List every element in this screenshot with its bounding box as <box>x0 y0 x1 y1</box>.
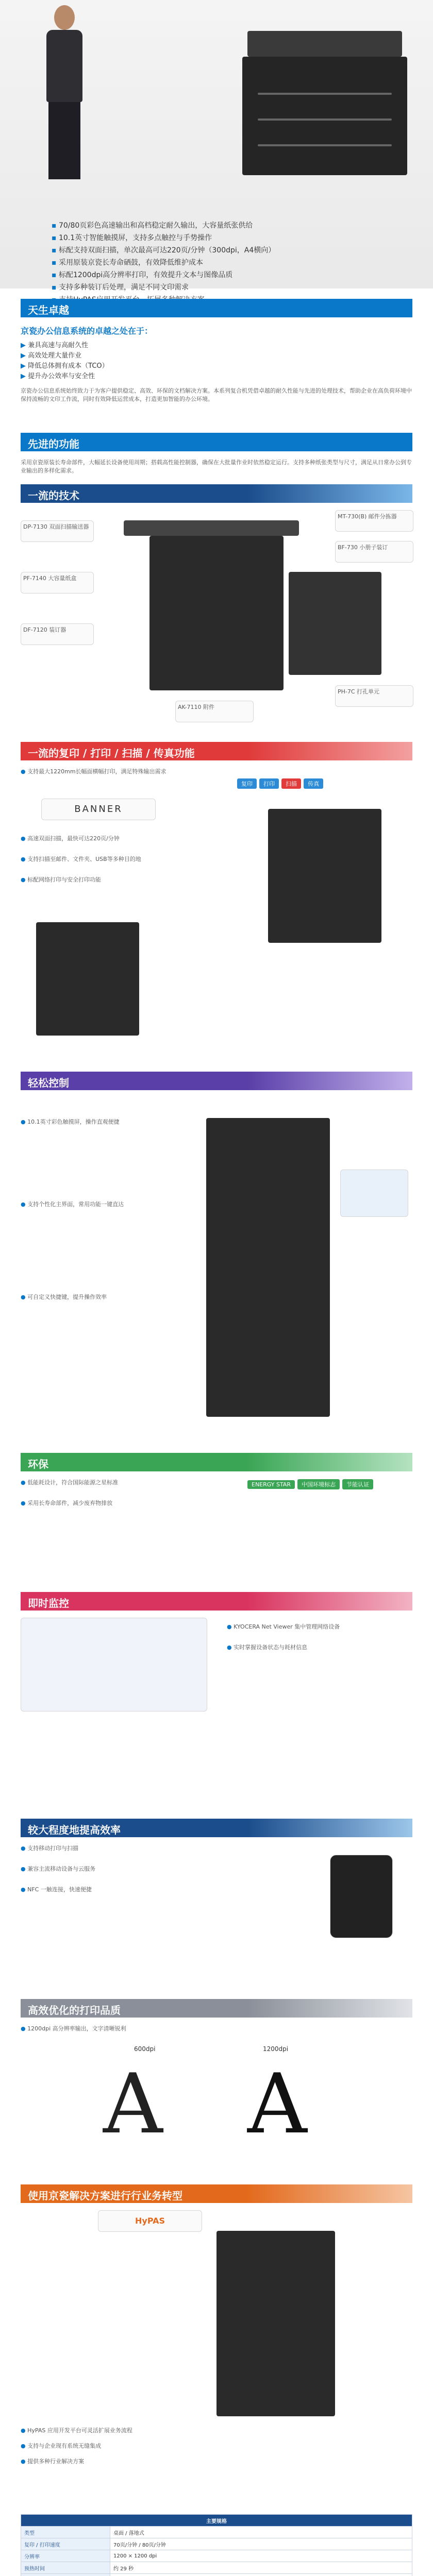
hypas-block: HyPAS ● HyPAS 应用开发平台可灵活扩展业务流程 ● 支持与企业现有系统无缝集成 ● 提供多种行业解决方案 <box>21 2210 412 2499</box>
monitor-block: ● KYOCERA Net Viewer 集中管理网络设备 ● 实时掌握设备状态与耗材信息 <box>21 1618 412 1803</box>
spec-key: 类型 <box>21 2527 110 2538</box>
spec-table-wrap <box>21 2514 412 2576</box>
quality-block: ● 1200dpi 高分辨率输出，文字清晰锐利 600dpi 1200dpi A A <box>21 2025 307 2152</box>
spec-value: 1200 × 1200 dpi <box>110 2550 412 2562</box>
intro-block: 京瓷办公信息系统的卓越之处在于： ▶ 兼具高速与高耐久性 ▶ 高效处理大量作业 ▶ 降低总体拥有成本（TCO） ▶ 提升办公效率与安全性 京瓷办公信息系统始终致力于为客户提供稳定、高效、环保的文档解决方案。本系列复合机凭借卓越的耐久性能与先进的处理技术，帮助企业在高负荷环境中保持流畅的文印工作流，同时有效降低运营成本，打造更加智能的办公环境。 <box>21 326 412 402</box>
mobile-block: ● 支持移动打印与扫描 ● 兼容主流移动设备与云服务 ● NFC 一触连接，快速便捷 <box>21 1844 412 1978</box>
spec-row <box>21 2550 412 2562</box>
func-block: ● 支持最大1220mm长幅面横幅打印，满足特殊输出需求 BANNER ● 高速双面扫描，最快可达220页/分钟 ● 支持扫描至邮件、文件夹、USB等多种目的地 ● 标配网络打印与安全打印功能 复印 打印 扫描 传真 <box>21 768 412 1056</box>
badge-china-env: 中国环境标志 <box>297 1479 340 1489</box>
spec-key <box>21 2574 110 2576</box>
chip-print: 打印 <box>259 778 279 789</box>
eco-title-bar: 环保 <box>21 1453 412 1471</box>
spec-table: 主要规格 类型 桌面 / 落地式 复印 / 打印速度 70页/分钟 / 80页/分钟 分辨率 1200 × 1200 dpi 预热时间 约 29 秒 <box>21 2514 412 2576</box>
hypas-title-bar: 使用京瓷解决方案进行行业务转型 <box>21 2184 412 2203</box>
hero-person-illustration <box>36 5 93 180</box>
tech-callout-2: PF-7140 大容量纸盒 <box>21 572 94 594</box>
spec-row <box>21 2527 412 2538</box>
hero-mfp-illustration <box>227 31 412 185</box>
monitor-title-bar: 即时监控 <box>21 1592 412 1611</box>
tech-callout-5: BF-730 小册子装订 <box>335 541 413 563</box>
control-block: ● 10.1英寸彩色触摸屏，操作直观便捷 ● 支持个性化主界面，常用功能一键直达 ● 可自定义快捷键，提升操作效率 <box>21 1097 412 1437</box>
chip-fax: 传真 <box>304 778 323 789</box>
spec-value <box>110 2574 412 2576</box>
spec-row <box>21 2562 412 2574</box>
spec-value: 约 29 秒 <box>110 2562 412 2574</box>
spec-key: 预热时间 <box>21 2562 110 2574</box>
tech-callout-4: MT-730(B) 邮件分拣器 <box>335 510 413 532</box>
tech-callout-1: DP-7130 双面扫描输送器 <box>21 520 94 542</box>
banner-sample: BANNER <box>41 799 156 820</box>
touchscreen-ui <box>340 1170 408 1217</box>
chip-copy: 复印 <box>237 778 257 789</box>
spec-key: 复印 / 打印速度 <box>21 2538 110 2550</box>
tech-title-bar: 一流的技术 <box>21 484 412 503</box>
tablet-illustration <box>330 1855 393 1938</box>
spec-key: 分辨率 <box>21 2550 110 2562</box>
control-title-bar: 轻松控制 <box>21 1072 412 1090</box>
sample-glyph-1200: A <box>247 2056 307 2152</box>
mobile-title-bar: 较大程度地提高效率 <box>21 1819 412 1837</box>
sample-glyph-600: A <box>103 2056 163 2152</box>
tech-callout-6: PH-7C 打孔单元 <box>335 685 413 707</box>
quality-title-bar: 高效优化的打印品质 <box>21 1999 412 2018</box>
netviewer-screenshot <box>21 1618 207 1711</box>
hero-feature-list: ▪ 70/80页彩色高速输出和高档稳定耐久输出，大容量纸张供给 ▪ 10.1英寸智能触摸屏，支持多点触控与手势操作 ▪ 标配支持双面扫描，单次最高可达220页/分钟（300dpi，A4横向） ▪ 采用原装京瓷长寿命硒鼓，有效降低维护成本 ▪ 标配1200dpi高分辨率打印，有效提升文本与图像品质 ▪ 支持多种装订后处理，满足不同文印需求 ▪ <box>31 219 423 306</box>
intro-title: 天生卓越 <box>28 304 69 316</box>
tech-diagram <box>21 510 412 726</box>
badge-energy-star: ENERGY STAR <box>247 1480 295 1489</box>
spec-value: 70页/分钟 / 80页/分钟 <box>110 2538 412 2550</box>
intro-title-bar <box>21 299 412 317</box>
hero-banner <box>0 0 433 292</box>
badge-energy-saving: 节能认证 <box>342 1479 373 1489</box>
hypas-platform: HyPAS <box>98 2210 202 2232</box>
advanced-body: 采用京瓷原装长寿命部件，大幅延长设备使用周期；搭载高性能控制器，确保在大批量作业时依然稳定运行。支持多种纸张类型与尺寸，满足从日常办公到专业输出的多样化需求。 <box>21 459 412 474</box>
spec-row <box>21 2574 412 2576</box>
eco-block: ● 低能耗设计，符合国际能源之星标准 ● 采用长寿命部件，减少废弃物排放 ENERGY STAR 中国环境标志 节能认证 <box>21 1479 412 1582</box>
chip-scan: 扫描 <box>281 778 301 789</box>
advanced-title-bar: 先进的功能 <box>21 433 412 451</box>
tech-callout-3: DF-7120 装订器 <box>21 623 94 645</box>
func-title-bar: 一流的复印 / 打印 / 扫描 / 传真功能 <box>21 742 412 760</box>
spec-row <box>21 2538 412 2550</box>
tech-callout-7: AK-7110 附件 <box>175 701 254 722</box>
spec-value: 桌面 / 落地式 <box>110 2527 412 2538</box>
